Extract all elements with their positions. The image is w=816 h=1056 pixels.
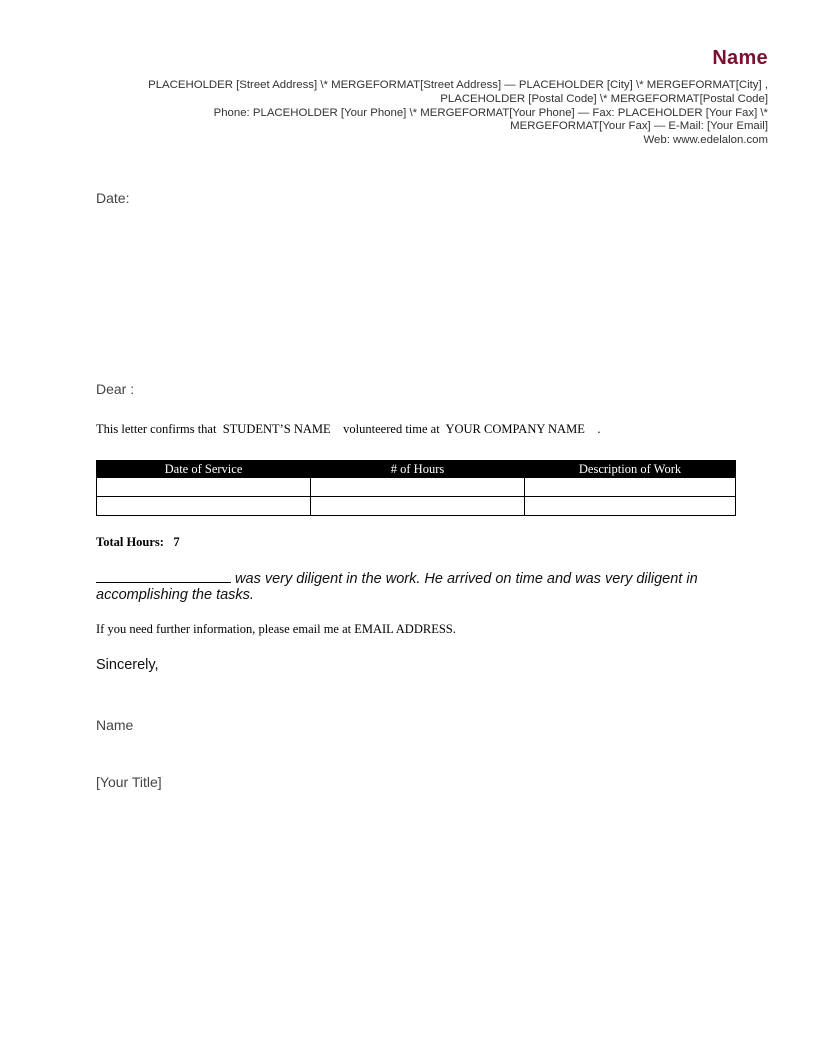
sender-address-block xyxy=(88,79,768,148)
diligence-paragraph xyxy=(96,570,736,603)
total-hours xyxy=(96,535,180,550)
total-hours-label: Total Hours: xyxy=(96,535,164,549)
table-cell xyxy=(97,478,311,497)
total-hours-value: 7 xyxy=(173,535,180,549)
confirmation-sentence: This letter confirms that STUDENT’S NAME volunteered time at YOUR COMPANY NAME . xyxy=(96,422,601,436)
table-row xyxy=(97,497,736,516)
service-table xyxy=(96,460,736,516)
sender-name: Name xyxy=(712,47,768,69)
column-header-description: Description of Work xyxy=(525,461,736,478)
table-cell xyxy=(311,478,525,497)
table-cell xyxy=(97,497,311,516)
name-blank-line xyxy=(96,570,231,583)
address-line: PLACEHOLDER [Postal Code] \* MERGEFORMAT[Postal Code] xyxy=(440,92,768,105)
date-label: Date: xyxy=(96,190,130,206)
salutation: Dear : xyxy=(96,381,135,397)
signer-name: Name xyxy=(96,717,134,733)
diligence-text: was very diligent in the work. He arrived on time and was very diligent in accomplishing the tasks. xyxy=(96,571,698,603)
contact-info-sentence: If you need further information, please email me at EMAIL ADDRESS. xyxy=(96,622,456,636)
signer-title: [Your Title] xyxy=(96,774,162,790)
address-line: Phone: PLACEHOLDER [Your Phone] \* MERGEFORMAT[Your Phone] — Fax: PLACEHOLDER [Your Fax] \* xyxy=(213,106,768,119)
address-line: Web: www.edelalon.com xyxy=(643,134,768,147)
address-line: PLACEHOLDER [Street Address] \* MERGEFORMAT[Street Address] — PLACEHOLDER [City] \* MERGEFORMAT[City] , xyxy=(148,79,768,91)
column-header-date: Date of Service xyxy=(97,461,311,478)
address-line: MERGEFORMAT[Your Fax] — E-Mail: [Your Email] xyxy=(510,120,768,133)
column-header-hours: # of Hours xyxy=(311,461,525,478)
table-header-row xyxy=(97,461,736,478)
table-row xyxy=(97,478,736,497)
table-cell xyxy=(311,497,525,516)
table-cell xyxy=(525,497,736,516)
table-cell xyxy=(525,478,736,497)
closing: Sincerely, xyxy=(96,657,159,673)
